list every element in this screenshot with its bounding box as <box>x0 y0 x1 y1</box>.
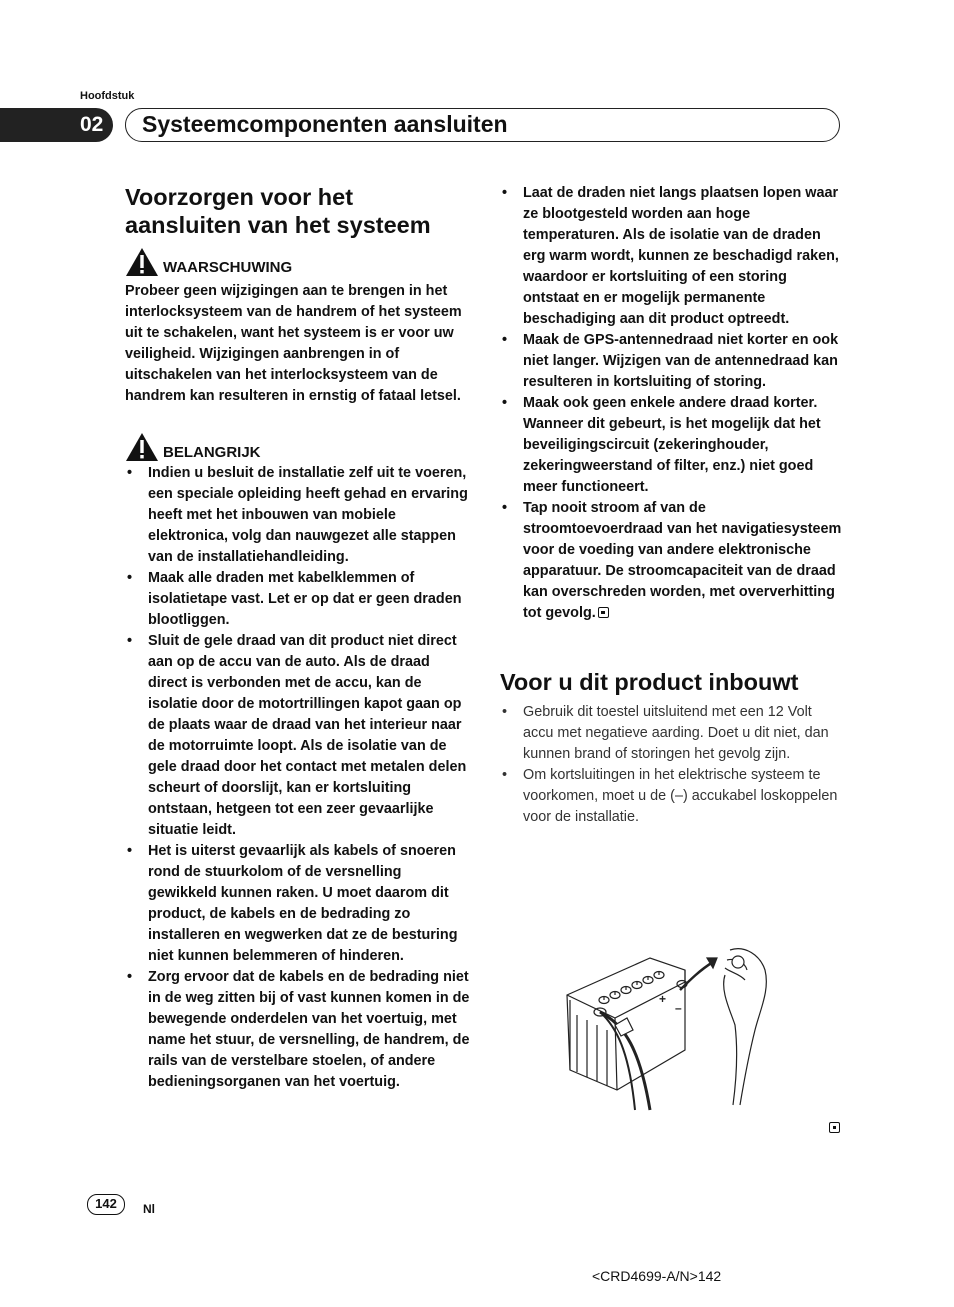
list-item <box>500 702 845 765</box>
list-item-text: Tap nooit stroom af van de stroomtoevoerdraad van het navigatiesysteem voor de voeding van andere elektronische apparatuur. De stroomcapaciteit van de draad kan overschreden worden, met oververhitting tot gevolg. <box>523 500 842 621</box>
bullet: • <box>502 704 508 720</box>
list-item <box>125 967 470 1093</box>
list-item-text: Indien u besluit de installatie zelf uit te voeren, een speciale opleiding heeft gehad en ervaring heeft met het inbouwen van mobiele elektronica, volg dan nauwgezet alle stappen van de installatiehandleiding. <box>148 465 468 565</box>
important-label: BELANGRIJK <box>163 444 261 461</box>
install-list <box>500 702 845 828</box>
list-item <box>125 568 470 631</box>
bullet: • <box>127 969 133 985</box>
section-heading-line1: Voorzorgen voor het <box>125 184 354 210</box>
battery-disconnect-illustration <box>555 940 815 1115</box>
end-mark-icon <box>829 1122 840 1133</box>
warning-text: Probeer geen wijzigingen aan te brengen in het interlocksysteem van de handrem of het systeem uit te schakelen, want het systeem is er voor uw veiligheid. Wijzigingen aanbrengen in of uitschakelen van het interlocksysteem van de handrem kan resulteren in ernstig of fataal letsel. <box>125 283 462 404</box>
warning-label: WAARSCHUWING <box>163 259 293 276</box>
important-list <box>125 463 470 1093</box>
document-code: <CRD4699-A/N>142 <box>592 1268 722 1284</box>
important-header <box>125 432 470 462</box>
list-item <box>125 841 470 967</box>
list-item <box>125 631 470 841</box>
list-item-text: Maak de GPS-antennedraad niet korter en ook niet langer. Wijzigen van de antennedraad kan resulteren in kortsluiting of storing. <box>523 332 839 390</box>
section-heading <box>125 183 470 239</box>
list-item-text: Zorg ervoor dat de kabels en de bedrading niet in de weg zitten bij of vast kunnen komen in de bewegende onderdelen van het voertuig, met name het stuur, de versnelling, de handrem, de rails van de verstelbare stoelen, of andere bedieningsorganen van het voertuig. <box>148 969 470 1090</box>
list-item-text: Sluit de gele draad van dit product niet direct aan op de accu van de auto. Als de draad direct is verbonden met de accu, kan de isolatie door de motortrillingen kapot gaan op de plaats waar de draad van het interieur naar de motorruimte loopt. Als de isolatie van de gele draad door het contact met metalen delen scheurt of doorslijt, kan er kortsluiting ontstaan, hetgeen tot een zeer gevaarlijke situatie leidt. <box>148 633 467 838</box>
list-item <box>500 498 845 624</box>
list-item <box>500 183 845 330</box>
warning-triangle-icon <box>125 247 159 277</box>
list-item-text: Maak alle draden met kabelklemmen of isolatietape vast. Let er op dat er geen draden blootliggen. <box>148 570 462 628</box>
section-heading-2: Voor u dit product inbouwt <box>500 669 799 695</box>
page-number: 142 <box>87 1194 125 1215</box>
bullet: • <box>127 465 133 481</box>
list-item <box>500 393 845 498</box>
left-column <box>125 183 470 1093</box>
bullet: • <box>127 843 133 859</box>
list-item <box>125 463 470 568</box>
important-list-continued <box>500 183 845 624</box>
chapter-label: Hoofdstuk <box>80 90 135 102</box>
list-item-text: Om kortsluitingen in het elektrische systeem te voorkomen, moet u de (–) accukabel loskoppelen voor de installatie. <box>523 767 838 825</box>
bullet: • <box>502 332 508 348</box>
list-item-text: Gebruik dit toestel uitsluitend met een 12 Volt accu met negatieve aarding. Doet u dit niet, dan kunnen brand of storingen het gevolg zijn. <box>523 704 829 762</box>
chapter-number: 02 <box>0 108 113 142</box>
bullet: • <box>127 570 133 586</box>
chapter-title: Systeemcomponenten aansluiten <box>125 108 840 142</box>
bullet: • <box>502 500 508 516</box>
section-heading-line2: aansluiten van het systeem <box>125 212 431 238</box>
language-code: Nl <box>143 1202 155 1216</box>
list-item-text: Laat de draden niet langs plaatsen lopen waar ze blootgesteld worden aan hoge temperaturen. Als de isolatie van de draden erg warm wordt, kunnen ze beschadigd raken, waardoor er kortsluiting of een storing ontstaat en er mogelijk permanente beschadiging aan dit product optreedt. <box>523 185 839 327</box>
battery-minus-sign: – <box>675 1001 682 1015</box>
right-column <box>500 183 845 828</box>
list-item-text: Het is uiterst gevaarlijk als kabels of snoeren rond de stuurkolom of de versnelling gewikkeld kunnen raken. U moet daarom dit product, de kabels en de bedrading zo installeren en wegwerken dat ze de besturing niet kunnen belemmeren of hinderen. <box>148 843 458 964</box>
battery-plus-sign: + <box>659 992 667 1006</box>
bullet: • <box>502 767 508 783</box>
bullet: • <box>502 185 508 201</box>
list-item <box>500 765 845 828</box>
bullet: • <box>502 395 508 411</box>
list-item-text: Maak ook geen enkele andere draad korter. Wanneer dit gebeurt, is het mogelijk dat het beveiligingscircuit (zekeringhouder, zekeringweerstand of filter, enz.) niet goed meer functioneert. <box>523 395 821 495</box>
warning-triangle-icon <box>125 432 159 462</box>
warning-header <box>125 247 470 277</box>
end-mark-icon <box>598 607 609 618</box>
list-item <box>500 330 845 393</box>
bullet: • <box>127 633 133 649</box>
